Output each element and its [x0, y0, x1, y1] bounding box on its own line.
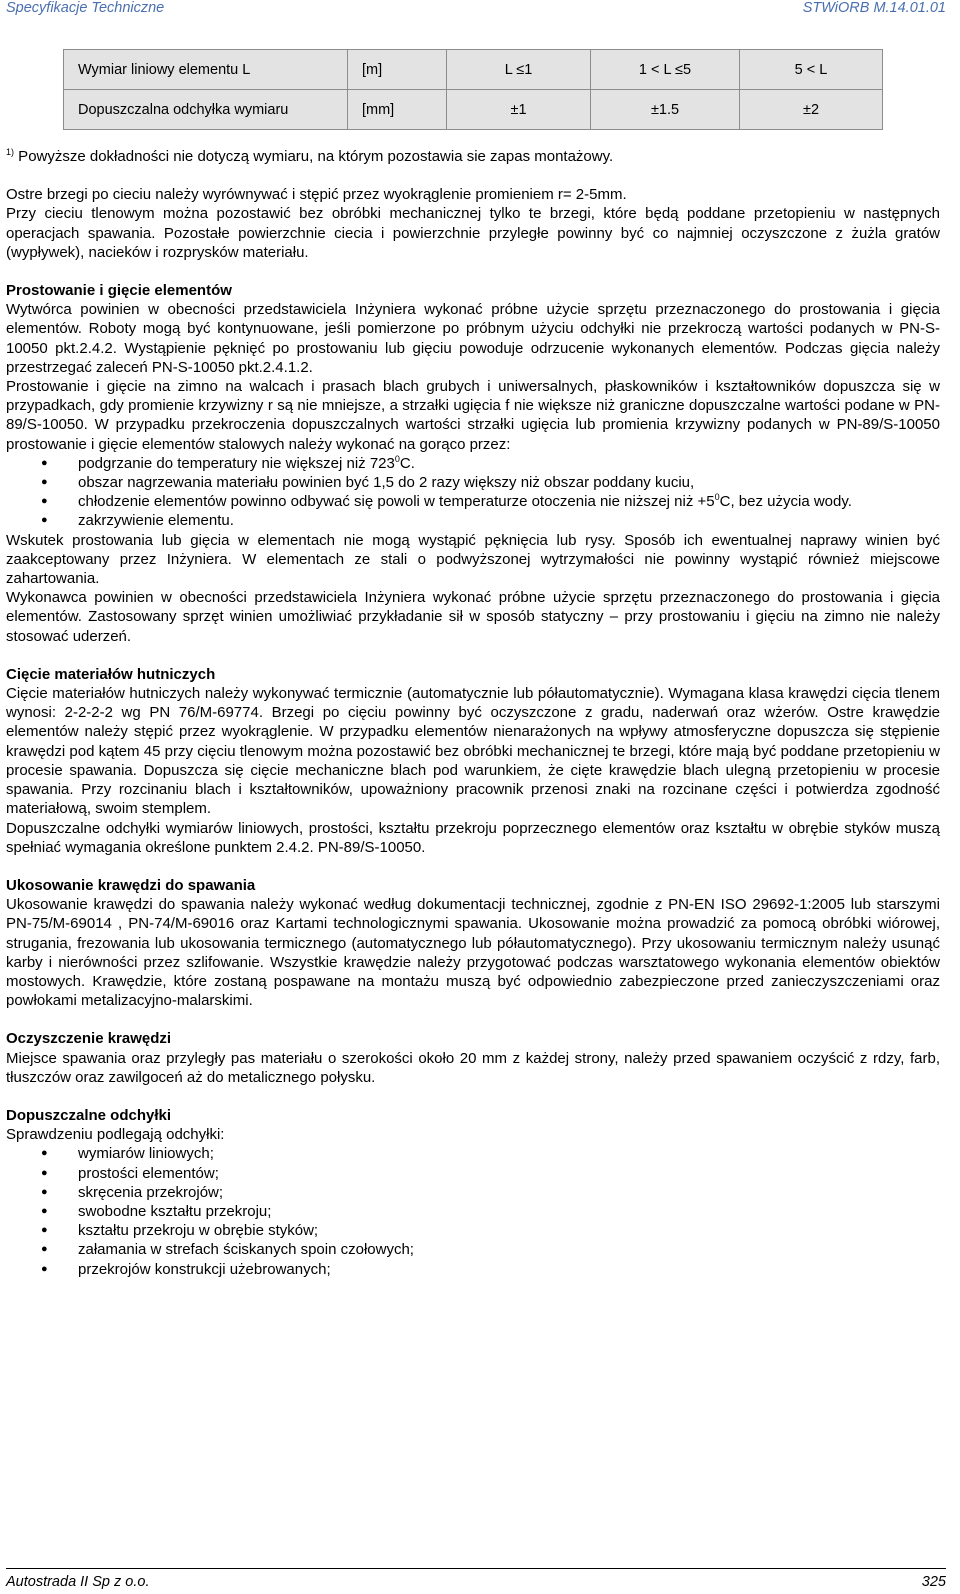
page-number: 325: [921, 1574, 946, 1590]
section-heading: Ukosowanie krawędzi do spawania: [6, 876, 256, 894]
bullet-list: [6, 454, 940, 531]
table-row: [64, 50, 883, 90]
header-left: Specyfikacje Techniczne: [6, 0, 165, 16]
table-cell: ±1: [447, 90, 591, 130]
bullet-list: [6, 1144, 940, 1278]
footnote-text: Powyższe dokładności nie dotyczą wymiaru, na którym pozostawia sie zapas montażowy.: [14, 148, 614, 165]
table-cell: ±2: [740, 90, 883, 130]
list-item: ● skręcenia przekrojów;: [6, 1183, 940, 1202]
footnote: [6, 147, 940, 166]
paragraph: Ukosowanie krawędzi do spawania należy wykonać według dokumentacji technicznej, zgodnie z PN-EN ISO 29692-1:2005 lub starszymi PN-75/M-69014 , PN-74/M-69016 oraz Kartami technologicznymi spawania. Ukosowanie można prowadzić za pomocą obróbki wiórowej, strugania, frezowania lub ukosowania termicznego (automatycznego lub półautomatycznego). Przy ukosowaniu termicznym należy usunąć karby i nierówności przez szlifowanie. Wszystkie krawędzie należy przygotować podczas warsztatowego wykonania elementów obiektów mostowych. Krawędzie, które zostaną pospawane na montażu muszą być odpowiednio zabezpieczone przed zanieczyszczeniami oraz powłokami metalizacyjno-malarskimi.: [6, 896, 940, 1010]
list-item: ● wymiarów liniowych;: [6, 1144, 940, 1163]
paragraph: Wytwórca powinien w obecności przedstawiciela Inżyniera wykonać próbne użycie sprzętu przeznaczonego do prostowania i gięcia elementów. Roboty mogą być kontynuowane, jeśli pomierzone po próbnym użyciu odchyłki nie przekroczą wartości podanych w PN-S-10050 pkt.2.4.2. Wystąpienie pęknięć po prostowaniu lub gięciu powoduje odrzucenie wykonanych elementów. Podczas gięcia należy przestrzegać zaleceń PN-S-10050 pkt.2.4.1.2.: [6, 301, 940, 376]
list-item: ● podgrzanie do temperatury nie większej niż $723^0C$.: [6, 454, 940, 473]
section-heading: Prostowanie i gięcie elementów: [6, 282, 232, 300]
footnote-mark: 1): [6, 147, 15, 157]
paragraph: Wskutek prostowania lub gięcia w elementach nie mogą wystąpić pęknięcia lub rysy. Sposób ich ewentualnej naprawy winien być zaakceptowany przez Inżyniera. W elementach ze stali o podwyższonej wytrzymałości nie powinny wystąpić również miejscowe zahartowania.: [6, 531, 940, 588]
table-cell: 5 < L: [740, 50, 883, 90]
list-item: ● załamania w strefach ściskanych spoin czołowych;: [6, 1240, 940, 1259]
page-footer: [6, 1568, 946, 1594]
paragraph: Wykonawca powinien w obecności przedstawiciela Inżyniera wykonać próbne użycie sprzętu przeznaczonego do prostowania i gięcia elementów. Zastosowany sprzęt winien umożliwiać przykładanie sił w sposób statyczny – przy prostowaniu i gięciu na zimno nie należy stosować uderzeń.: [6, 589, 940, 645]
list-item: ● obszar nagrzewania materiału powinien być 1,5 do 2 razy większy niż obszar poddany kuciu,: [6, 473, 940, 492]
paragraph: Miejsce spawania oraz przyległy pas materiału o szerokości około 20 mm z każdej strony, należy przed spawaniem oczyścić z rdzy, farb, tłuszczów oraz zawilgoceń aż do metalicznego połysku.: [6, 1049, 940, 1086]
section-heading: Oczyszczenie krawędzi: [6, 1030, 172, 1048]
page-header: [6, 0, 946, 16]
paragraph: Prostowanie i gięcie na zimno na walcach i prasach blach grubych i uniwersalnych, płaskowników i kształtowników dopuszcza się w przypadkach, gdy promienie krzywizny r są nie mniejsze, a strzałki ugięcia f nie większe niż graniczne dopuszczalne wartości podane w PN-89/S-10050. W przypadku przekroczenia dopuszczalnych wartości strzałki ugięcia lub promienia krzywizny podanych w PN-89/S-10050 prostowanie i gięcie elementów stalowych należy wykonać na gorąco przez:: [6, 378, 940, 453]
table-cell: Dopuszczalna odchyłka wymiaru: [64, 90, 348, 130]
paragraph: Ostre brzegi po cieciu należy wyrównywać i stępić przez wyokrąglenie promieniem r= 2-5mm.: [6, 186, 627, 204]
paragraph: Dopuszczalne odchyłki wymiarów liniowych, prostości, kształtu przekroju poprzecznego elementów oraz kształtu w obrębie styków muszą spełniać wymagania określone punktem 2.4.2. PN-89/S-10050.: [6, 819, 940, 856]
section-heading: Cięcie materiałów hutniczych: [6, 665, 216, 683]
list-item: ● zakrzywienie elementu.: [6, 511, 940, 530]
list-item: ● swobodne kształtu przekroju;: [6, 1202, 940, 1221]
list-item: ● chłodzenie elementów powinno odbywać się powoli w temperaturze otoczenia nie niższej niż $+5^0C$, bez użycia wody.: [6, 492, 940, 511]
list-item: ● przekrojów konstrukcji użebrowanych;: [6, 1260, 940, 1279]
table-cell: 1 < L ≤5: [591, 50, 740, 90]
paragraph: Sprawdzeniu podlegają odchyłki:: [6, 1126, 225, 1144]
list-item: ● prostości elementów;: [6, 1164, 940, 1183]
table-cell: [m]: [348, 50, 447, 90]
table-cell: [mm]: [348, 90, 447, 130]
footer-left: Autostrada II Sp z o.o.: [6, 1574, 150, 1590]
table-cell: ±1.5: [591, 90, 740, 130]
header-right: STWiORB M.14.01.01: [802, 0, 946, 16]
table-row: [64, 90, 883, 130]
paragraph: Cięcie materiałów hutniczych należy wykonywać termicznie (automatycznie lub półautomatycznie). Wymagana klasa krawędzi cięcia tlenem wynosi: 2-2-2-2 wg PN 76/M-69774. Brzegi po cięciu powinny być oczyszczone z gradu, naderwań oraz wżerów. Ostre krawędzie elementów należy stępić przez wyokrąglenie. W przypadku elementów nienarażonych na wpływy atmosferyczne dopuszcza się stępienie krawędzi pod kątem 45 przy cięciu tlenowym można pozostawić bez obróbki mechanicznej te brzegi, które mają być poddane przetopieniu w procesie spawania. Dopuszcza się cięcie mechaniczne blach pod warunkiem, że cięte krawędzie blach ulegną przetopieniu w procesie spawania. Przy rozcinaniu blach i kształtowników, upoważniony pracownik przenosi znaki na rozcinane części i potwierdza zgodność materiałową, swoim stemplem.: [6, 685, 940, 818]
paragraph: Przy cieciu tlenowym można pozostawić bez obróbki mechanicznej tylko te brzegi, które będą poddane przetopieniu w następnych operacjach spawania. Pozostałe powierzchnie ciecia i powierzchnie przyległe powinny być co najmniej oczyszczone z żużla gratów (wypływek), nacieków i rozprysków materiału.: [6, 205, 940, 261]
document-body: [6, 147, 940, 1279]
section-heading: Dopuszczalne odchyłki: [6, 1106, 172, 1124]
table-cell: Wymiar liniowy elementu L: [64, 50, 348, 90]
tolerance-table: [63, 49, 883, 130]
list-item: ● kształtu przekroju w obrębie styków;: [6, 1221, 940, 1240]
table-cell: L ≤1: [447, 50, 591, 90]
